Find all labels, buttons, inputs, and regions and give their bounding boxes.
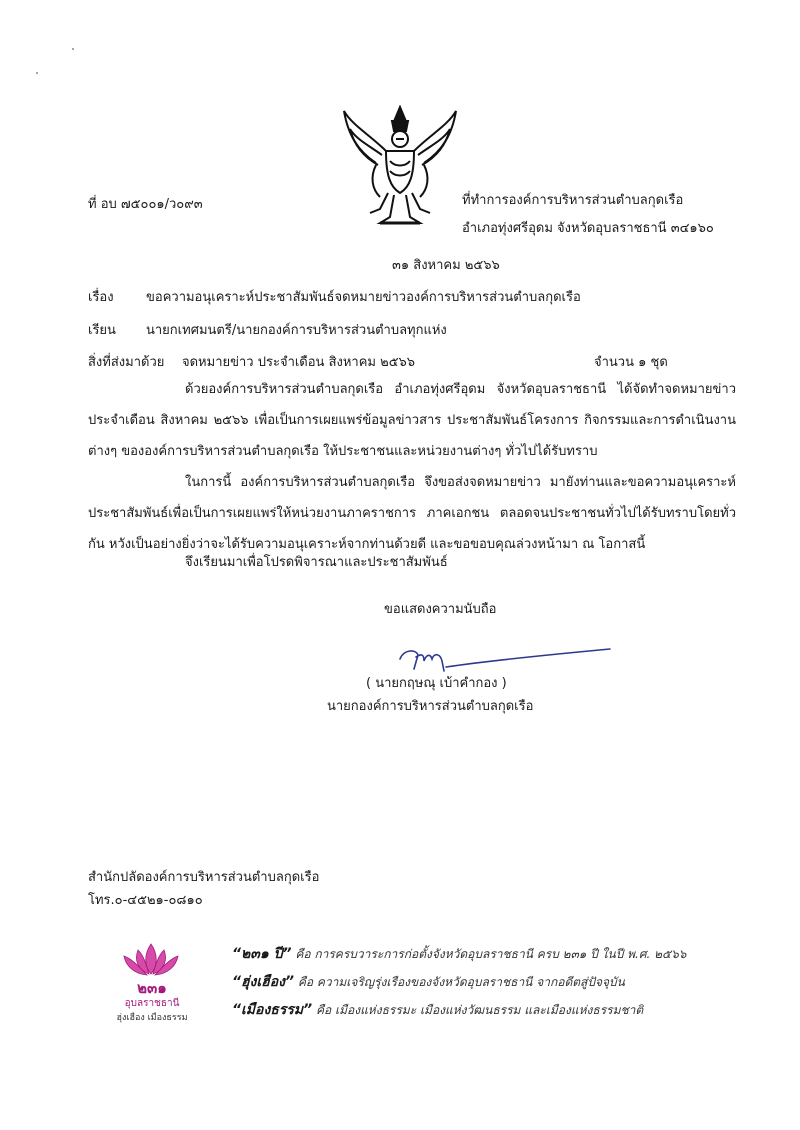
footer-key-3: “เมืองธรรม” bbox=[232, 1002, 313, 1018]
subject-label: เรื่อง bbox=[88, 290, 114, 305]
footer-key-1: “๒๓๑ ปี” bbox=[232, 946, 292, 962]
lotus-emblem-icon bbox=[118, 942, 184, 978]
enclosure-label: สิ่งที่ส่งมาด้วย bbox=[88, 355, 165, 370]
contact-office: สำนักปลัดองค์การบริหารส่วนตำบลกุดเรือ bbox=[88, 870, 320, 885]
recipient-text: นายกเทศมนตรี/นายกองค์การบริหารส่วนตำบลทุกแห่ง bbox=[146, 323, 447, 338]
footer-key-2: “ฮุ่งเฮือง” bbox=[232, 974, 294, 990]
signer-title: นายกองค์การบริหารส่วนตำบลกุดเรือ bbox=[327, 699, 534, 714]
signature-image bbox=[396, 645, 616, 673]
footer-text-2: คือ ความเจริญรุ่งเรืองของจังหวัดอุบลราชธานี จากอดีตสู่ปัจจุบัน bbox=[297, 975, 625, 989]
contact-phone: โทร.๐-๔๕๒๑-๐๘๑๐ bbox=[88, 893, 203, 908]
office-address-line1: ที่ทำการองค์การบริหารส่วนตำบลกุดเรือ bbox=[462, 193, 684, 208]
footer-line-1 bbox=[232, 946, 686, 962]
document-number: ที่ อบ ๗๕๐๐๑/ว๐๙๓ bbox=[88, 197, 203, 212]
scan-speck bbox=[72, 48, 74, 50]
emblem-slogan: ฮุ่งเฮือง เมืองธรรม bbox=[116, 1013, 188, 1023]
recipient-label: เรียน bbox=[88, 323, 116, 338]
footer-text-3: คือ เมืองแห่งธรรมะ เมืองแห่งวัฒนธรรม และเมืองแห่งธรรมชาติ bbox=[315, 1003, 644, 1017]
paragraph-1-text: ด้วยองค์การบริหารส่วนตำบลกุดเรือ อำเภอทุ่งศรีอุดม จังหวัดอุบลราชธานี ได้จัดทำจดหมายข่าว ประจำเดือน สิงหาคม ๒๕๖๖ เพื่อเป็นการเผยแพร่ข้อมูลข่าวสาร ประชาสัมพันธ์โครงการ กิจกรรมและการดำเนินงานต่างๆ ขององค์การบริหารส่วนตำบลกุดเรือ ให้ประชาชนและหน่วยงานต่างๆ ทั่วไปได้รับทราบ bbox=[88, 382, 736, 459]
closing-regards: ขอแสดงความนับถือ bbox=[384, 602, 497, 617]
scan-speck bbox=[36, 72, 38, 74]
office-address-line2: อำเภอทุ่งศรีอุดม จังหวัดอุบลราชธานี ๓๔๑๖๐ bbox=[462, 221, 714, 236]
enclosure-text: จดหมายข่าว ประจำเดือน สิงหาคม ๒๕๖๖ bbox=[182, 355, 416, 370]
body-paragraph-2 bbox=[88, 467, 736, 560]
body-paragraph-1 bbox=[88, 374, 736, 467]
emblem-number: ๒๓๑ bbox=[137, 979, 167, 997]
garuda-emblem-icon bbox=[340, 105, 460, 227]
enclosure-quantity: จำนวน ๑ ชุด bbox=[594, 355, 668, 370]
signer-name: ( นายกฤษณุ เบ้าคำกอง ) bbox=[366, 676, 507, 691]
footer-text-1: คือ การครบวาระการก่อตั้งจังหวัดอุบลราชธานี ครบ ๒๓๑ ปี ในปี พ.ศ. ๒๕๖๖ bbox=[295, 947, 687, 961]
footer-line-2 bbox=[232, 974, 625, 990]
footer-line-3 bbox=[232, 1002, 643, 1018]
subject-text: ขอความอนุเคราะห์ประชาสัมพันธ์จดหมายข่าวองค์การบริหารส่วนตำบลกุดเรือ bbox=[146, 290, 581, 305]
letter-date: ๓๑ สิงหาคม ๒๕๖๖ bbox=[392, 258, 500, 273]
body-paragraph-3: จึงเรียนมาเพื่อโปรดพิจารณาและประชาสัมพันธ์ bbox=[185, 555, 448, 570]
paragraph-2-text: ในการนี้ องค์การบริหารส่วนตำบลกุดเรือ จึงขอส่งจดหมายข่าว มายังท่านและขอความอนุเคราะห์ประชาสัมพันธ์เพื่อเป็นการเผยแพร่ให้หน่วยงานภาคราชการ ภาคเอกชน ตลอดจนประชาชนทั่วไปได้รับทราบโดยทั่วกัน หวังเป็นอย่างยิ่งว่าจะได้รับความอนุเคราะห์จากท่านด้วยดี และขอขอบคุณล่วงหน้ามา ณ โอกาสนี้ bbox=[88, 475, 736, 552]
emblem-province: อุบลราชธานี bbox=[124, 998, 180, 1009]
